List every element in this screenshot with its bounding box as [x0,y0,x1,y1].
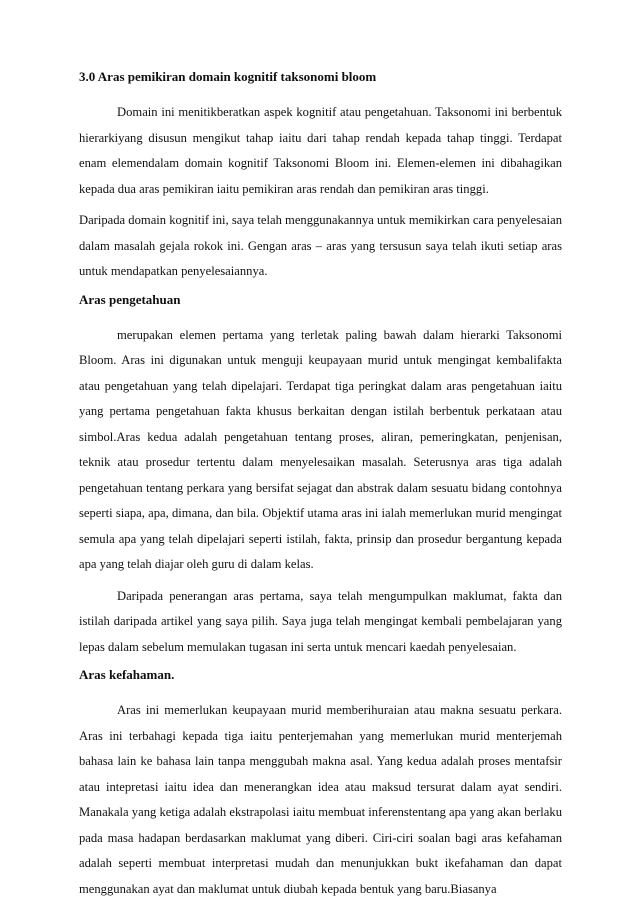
subheading-aras-kefahaman: Aras kefahaman. [79,667,175,682]
subheading-aras-pengetahuan: Aras pengetahuan [79,291,181,307]
document-page [79,68,562,908]
paragraph-domain-usage: Daripada domain kognitif ini, saya telah menggunakannya untuk memikirkan cara penyelesaian dalam masalah gejala rokok ini. Gengan aras – aras yang tersusun saya telah ikuti setiap aras untuk mendapatkan penyelesaiannya. [79,213,562,278]
paragraph-kefahaman-definition: Aras ini memerlukan keupayaan murid memberihuraian atau makna sesuatu perkara. Aras ini terbahagi kepada tiga iaitu penterjemahan yang memerlukan murid menterjemah bahasa lain ke bahasa lain tanpa menggubah makna asal. Yang kedua adalah proses mentafsir atau intepretasi iaitu idea dan menerangkan idea atau maksud tersurat dalam ayat sendiri. Manakala yang ketiga adalah ekstrapolasi iaitu membuat inferenstentang apa yang akan berlaku pada masa hadapan berdasarkan maklumat yang diberi. Ciri-ciri soalan bagi aras kefahaman adalah seperti membuat interpretasi mudah dan menunjukkan bukt ikefahaman dan dapat menggunakan ayat dan maklumat untuk diubah kepada bentuk yang baru.Biasanya [79,703,562,896]
paragraph-pengetahuan-definition: merupakan elemen pertama yang terletak paling bawah dalam hierarki Taksonomi Bloom. Aras ini digunakan untuk menguji keupayaan murid untuk mengingat kembalifakta atau pengetahuan yang telah dipelajari. Terdapat tiga peringkat dalam aras pengetahuan iaitu yang pertama pengetahuan fakta khusus berkaitan dengan istilah berbentuk perkataan atau simbol.Aras kedua adalah pengetahuan tentang proses, aliran, pemeringkatan, penjenisan, teknik atau prosedur tertentu dalam menyelesaikan masalah. Seterusnya aras tiga adalah pengetahuan tentang perkara yang bersifat sejagat dan abstrak dalam sesuatu bidang contohnya seperti siapa, apa, dimana, dan bila. Objektif utama aras ini ialah memerlukan murid mengingat semula apa yang telah dipelajari seperti istilah, fakta, prinsip dan prosedur bergantung kepada apa yang telah diajar oleh guru di dalam kelas. [79,327,562,571]
paragraph-pengetahuan-application: Daripada penerangan aras pertama, saya telah mengumpulkan maklumat, fakta dan istilah daripada artikel yang saya pilih. Saya juga telah mengingat kembali pembelajaran yang lepas dalam sebelum memulakan tugasan ini serta untuk mencari kaedah penyelesaian. [79,588,562,654]
section-title: 3.0 Aras pemikiran domain kognitif taksonomi bloom [79,69,377,84]
paragraph-domain-intro: Domain ini menitikberatkan aspek kognitif atau pengetahuan. Taksonomi ini berbentuk hierarkiyang disusun mengikut tahap iaitu dari tahap rendah kepada tahap tinggi. Terdapat enam elemendalam domain kognitif Taksonomi Bloom ini. Elemen-elemen ini dibahagikan kepada dua aras pemikiran iaitu pemikiran aras rendah dan pemikiran aras tinggi. [79,105,562,196]
